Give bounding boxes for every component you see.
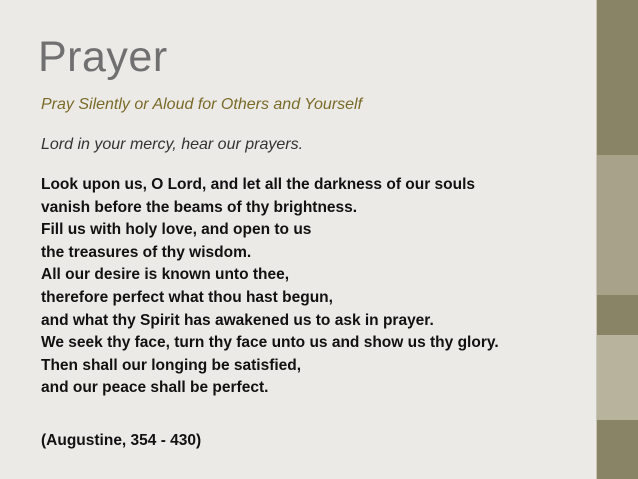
accent-block [596,420,638,479]
attribution: (Augustine, 354 - 430) [41,432,202,449]
accent-divider [596,0,597,479]
slide-title: Prayer [38,33,168,81]
accent-block [596,295,638,335]
prayer-response: Lord in your mercy, hear our prayers. [41,136,304,153]
slide-subtitle: Pray Silently or Aloud for Others and Yourself [41,96,363,113]
prayer-line: Then shall our longing be satisfied, [41,356,302,374]
prayer-text [41,174,581,400]
accent-block [596,0,638,155]
prayer-line: Look upon us, O Lord, and let all the darkness of our souls [41,176,476,193]
accent-block [596,155,638,295]
accent-block [596,335,638,420]
prayer-line: therefore perfect what thou hast begun, [41,288,333,306]
prayer-line: and what thy Spirit has awakened us to ask in prayer. [41,311,434,329]
prayer-line: We seek thy face, turn thy face unto us and show us thy glory. [41,334,499,352]
accent-bar [596,0,638,479]
prayer-line: vanish before the beams of thy brightness. [41,198,358,216]
prayer-line: All our desire is known unto thee, [41,266,290,284]
prayer-line: and our peace shall be perfect. [41,379,269,397]
prayer-line: the treasures of thy wisdom. [41,243,252,261]
prayer-line: Fill us with holy love, and open to us [41,221,312,239]
